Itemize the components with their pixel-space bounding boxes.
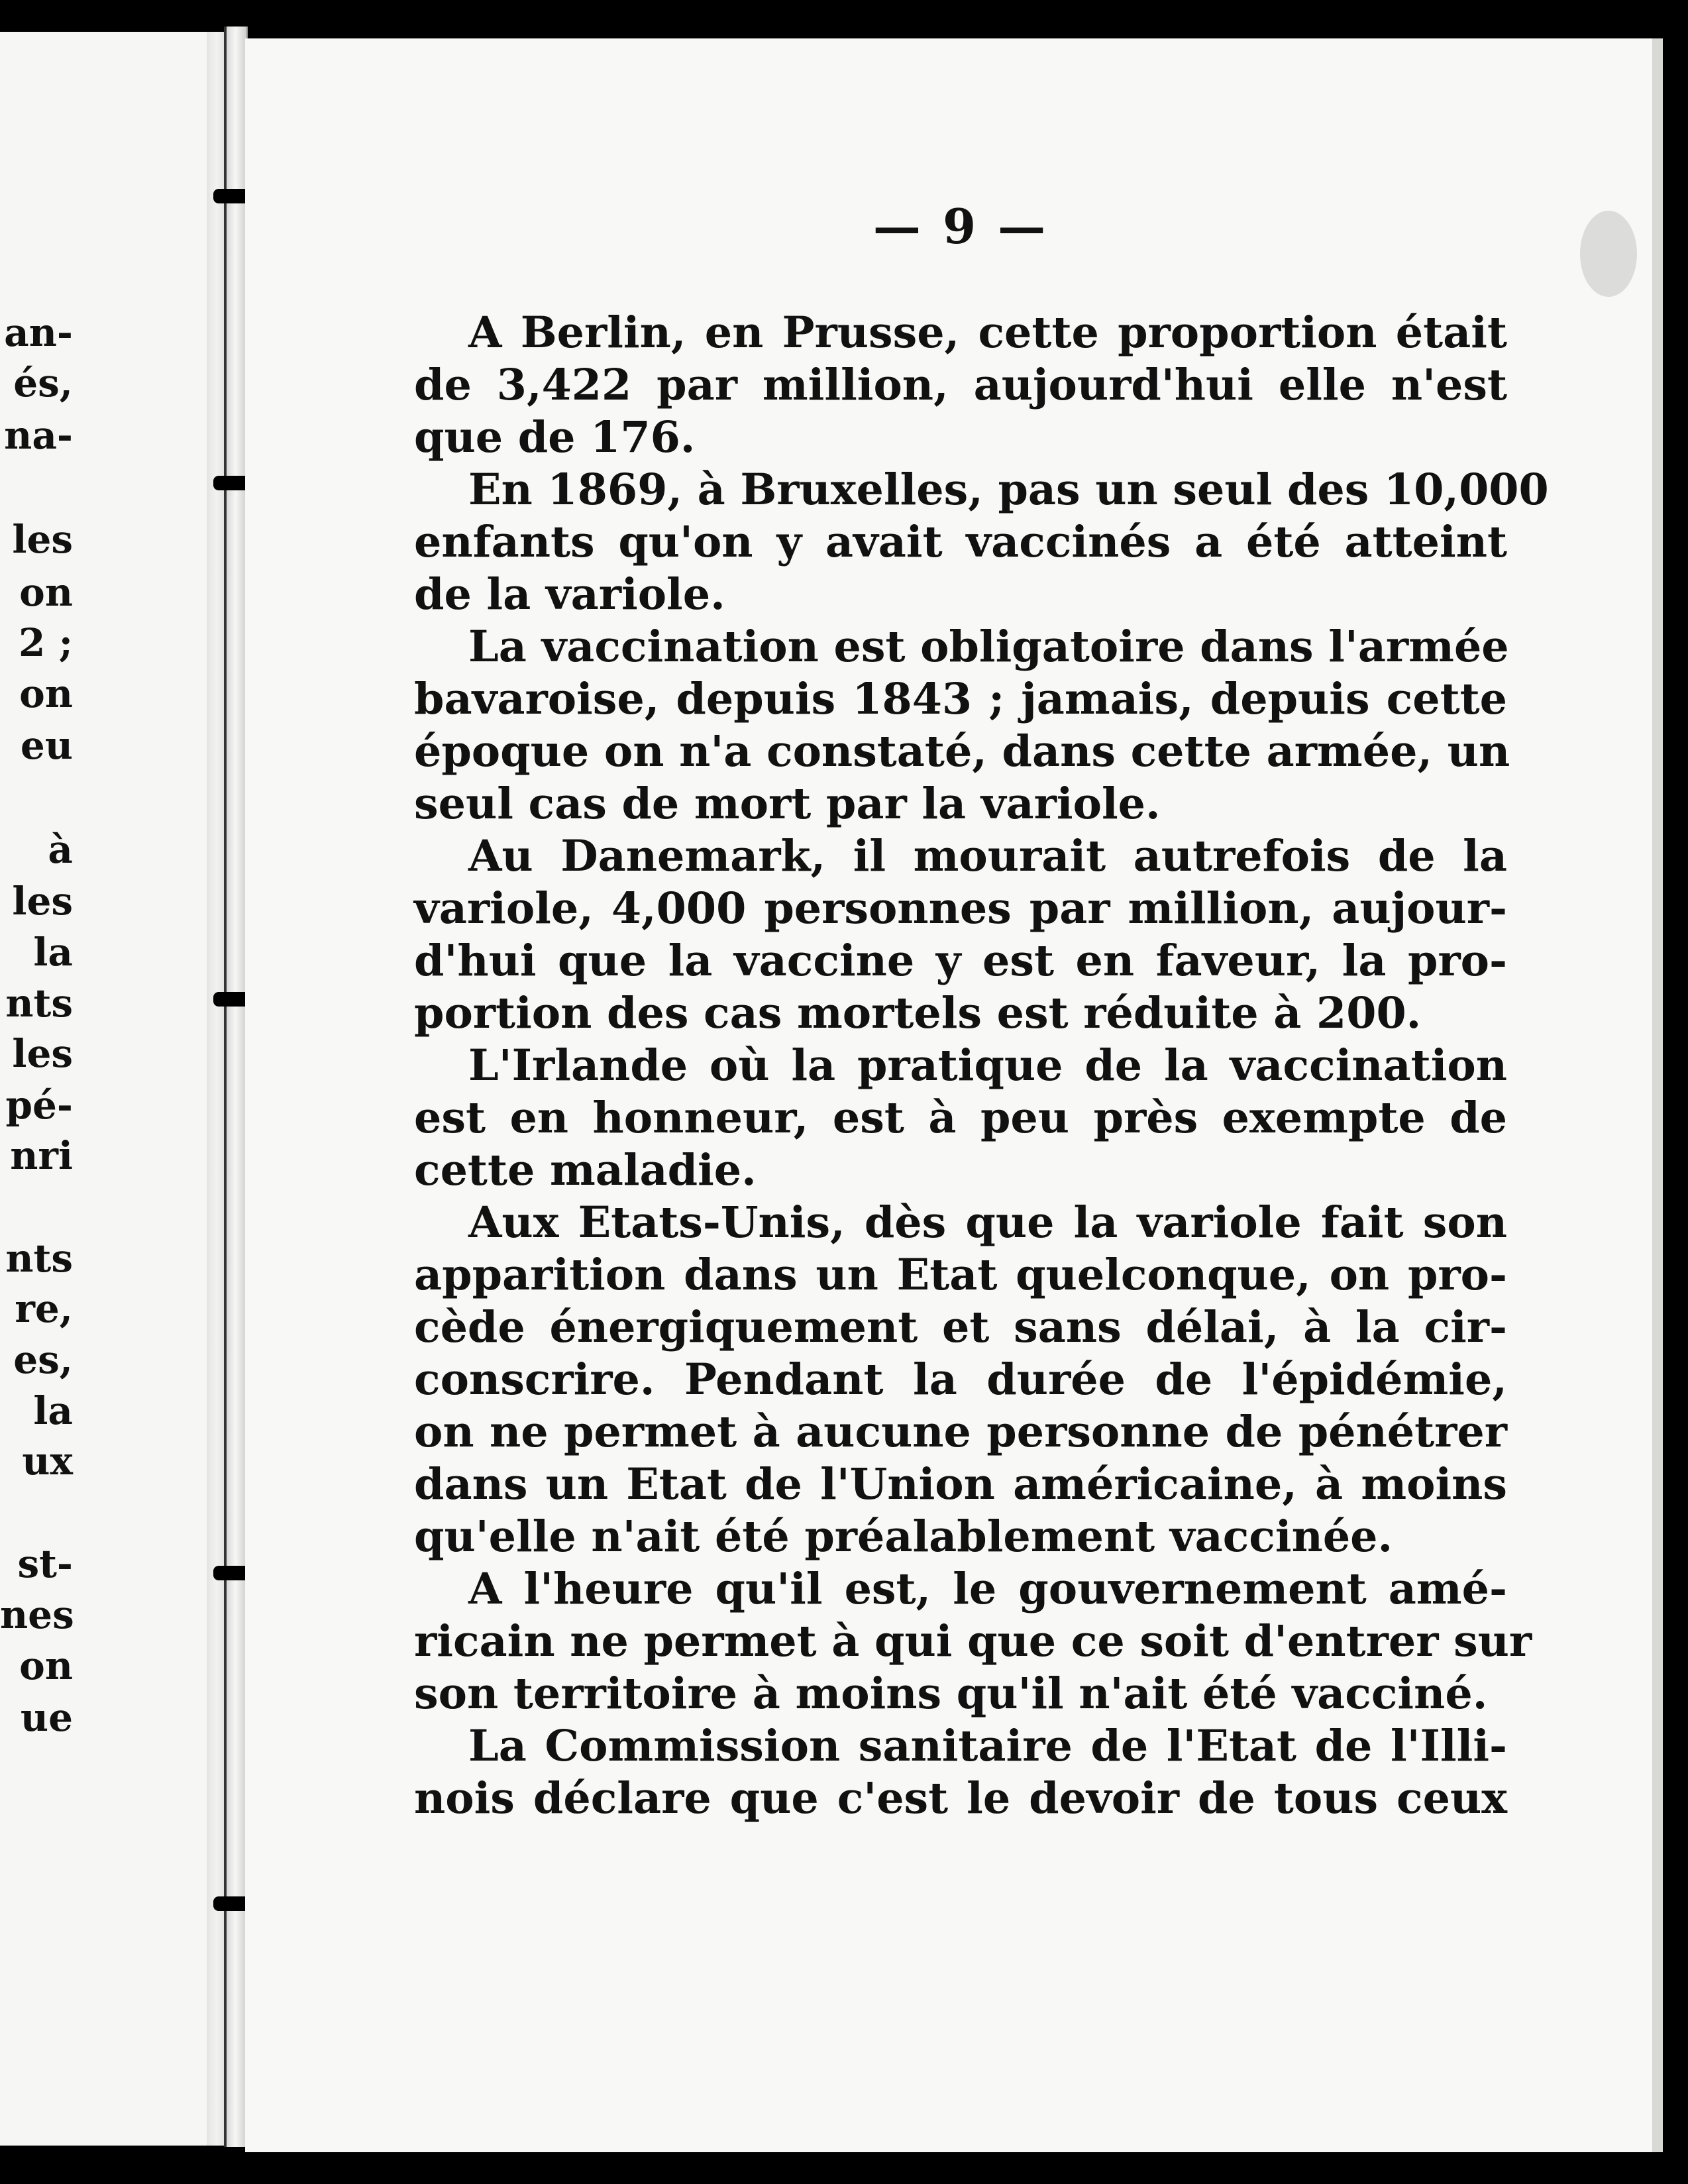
left-fragment-word: nts <box>5 981 73 1026</box>
text-line: ricain ne permet à qui que ce soit d'entrer sur <box>414 1616 1532 1666</box>
book-gutter <box>224 27 248 2147</box>
left-fragment-word: st- <box>17 1541 73 1586</box>
text-line: En 1869, à Bruxelles, pas un seul des 10,000 <box>468 464 1549 515</box>
text-line: enfants qu'on y avait vaccinés a été atteint <box>414 517 1507 567</box>
left-fragment-word: les <box>12 517 73 562</box>
left-fragment-word: on <box>19 671 73 716</box>
text-line: A Berlin, en Prusse, cette proportion était <box>468 307 1507 358</box>
body-text <box>414 307 1549 1825</box>
text-line: Aux Etats-Unis, dès que la variole fait son <box>468 1197 1507 1248</box>
text-line: L'Irlande où la pratique de la vaccination <box>468 1040 1507 1091</box>
text-line: apparition dans un Etat quelconque, on pro- <box>414 1250 1507 1300</box>
left-fragment-word: les <box>12 1031 73 1076</box>
left-fragment-word: nes <box>0 1592 74 1637</box>
left-fragment-word: na- <box>4 413 73 458</box>
left-fragment-word: 2 ; <box>19 620 73 665</box>
text-line: bavaroise, depuis 1843 ; jamais, depuis cette <box>414 674 1507 724</box>
text-line: époque on n'a constaté, dans cette armée, un <box>414 726 1510 777</box>
text-line: portion des cas mortels est réduite à 200. <box>414 988 1422 1038</box>
text-line: de 3,422 par million, aujourd'hui elle n'est <box>414 360 1507 410</box>
text-line: d'hui que la vaccine y est en faveur, la pro- <box>414 936 1507 986</box>
left-fragment-word: eu <box>20 723 73 768</box>
left-fragment-word: re, <box>15 1286 73 1331</box>
text-line: conscrire. Pendant la durée de l'épidémie, <box>414 1354 1507 1405</box>
text-line: est en honneur, est à peu près exempte de <box>414 1093 1507 1143</box>
left-fragment-word: an- <box>4 310 73 355</box>
left-fragment-word: nts <box>5 1236 73 1281</box>
left-fragment-word: ue <box>20 1695 73 1740</box>
page-number: — 9 — <box>872 198 1049 254</box>
right-page <box>245 38 1663 2152</box>
left-fragment-word: és, <box>13 360 73 406</box>
text-line: qu'elle n'ait été préalablement vaccinée. <box>414 1511 1393 1562</box>
left-fragment-word: nri <box>10 1133 73 1178</box>
text-line: La Commission sanitaire de l'Etat de l'Illi- <box>468 1721 1507 1771</box>
text-line: cède énergiquement et sans délai, à la cir- <box>414 1302 1507 1352</box>
left-fragment-word: on <box>19 1643 73 1688</box>
text-line: de la variole. <box>414 569 725 620</box>
left-fragment-word: on <box>19 570 73 615</box>
text-line: A l'heure qu'il est, le gouvernement amé- <box>468 1564 1507 1614</box>
text-line: variole, 4,000 personnes par million, aujour- <box>414 883 1507 934</box>
left-fragment-word: ux <box>22 1439 73 1484</box>
text-line: Au Danemark, il mourait autrefois de la <box>468 831 1507 881</box>
text-line: que de 176. <box>414 412 696 463</box>
text-line: dans un Etat de l'Union américaine, à moins <box>414 1459 1507 1509</box>
left-page-fragment <box>0 32 229 2146</box>
left-fragment-word: es, <box>13 1337 73 1382</box>
left-fragment-word: la <box>33 1388 73 1433</box>
text-line: La vaccination est obligatoire dans l'armée <box>468 622 1509 672</box>
text-line: son territoire à moins qu'il n'ait été vacciné. <box>414 1668 1488 1719</box>
text-line: seul cas de mort par la variole. <box>414 779 1161 829</box>
left-fragment-word: la <box>33 930 73 975</box>
left-fragment-word: les <box>12 879 73 924</box>
paper-stain <box>1580 211 1637 297</box>
text-line: cette maladie. <box>414 1145 757 1195</box>
text-line: nois déclare que c'est le devoir de tous ceux <box>414 1773 1507 1824</box>
text-line: on ne permet à aucune personne de pénétrer <box>414 1407 1507 1457</box>
left-fragment-word: pé- <box>5 1083 73 1128</box>
left-fragment-word: à <box>48 827 73 872</box>
